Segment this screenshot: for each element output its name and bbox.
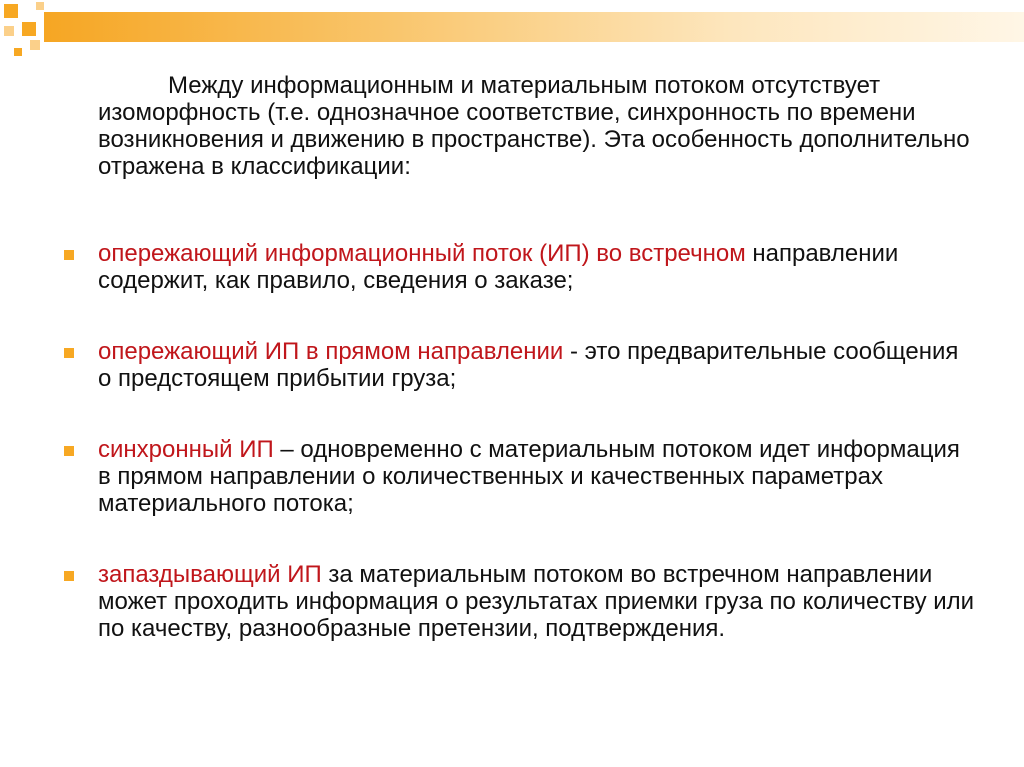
list-item [98,436,978,517]
square-bullet-icon [64,446,74,456]
decor-square [30,40,40,50]
list-item [98,338,978,392]
decor-square [36,2,44,10]
item-term: синхронный ИП [98,436,274,463]
decor-square [14,48,22,56]
decor-square [4,26,14,36]
item-text: за материальным потоком во встречном направлении может проходить информация о результатах приемки груза по количеству или по качеству, разнообразные претензии, подтверждения. [98,561,975,642]
header-gradient-band [44,12,1024,42]
list-item [98,240,978,294]
slide-body [98,72,978,686]
list-item [98,561,978,642]
square-bullet-icon [64,348,74,358]
intro-paragraph: Между информационным и материальным потоком отсутствует изоморфность (т.е. однозначное соответствие, синхронность по времени возникновения и движению в пространстве). Эта особенность дополнительно отражена в классификации: [98,72,970,180]
item-text: – одновременно с материальным потоком идет информация в прямом направлении о количественных и качественных параметрах материального потока; [98,436,960,517]
square-bullet-icon [64,571,74,581]
item-text: направлении содержит, как правило, сведения о заказе; [98,240,899,294]
decor-square [4,4,18,18]
item-term: запаздывающий ИП [98,561,322,588]
decor-square [22,22,36,36]
square-bullet-icon [64,250,74,260]
item-term: опережающий ИП в прямом направлении [98,338,564,365]
item-text: - это предварительные сообщения о предстоящем прибытии груза; [98,338,959,392]
item-term: опережающий информационный поток (ИП) во встречном [98,240,746,267]
